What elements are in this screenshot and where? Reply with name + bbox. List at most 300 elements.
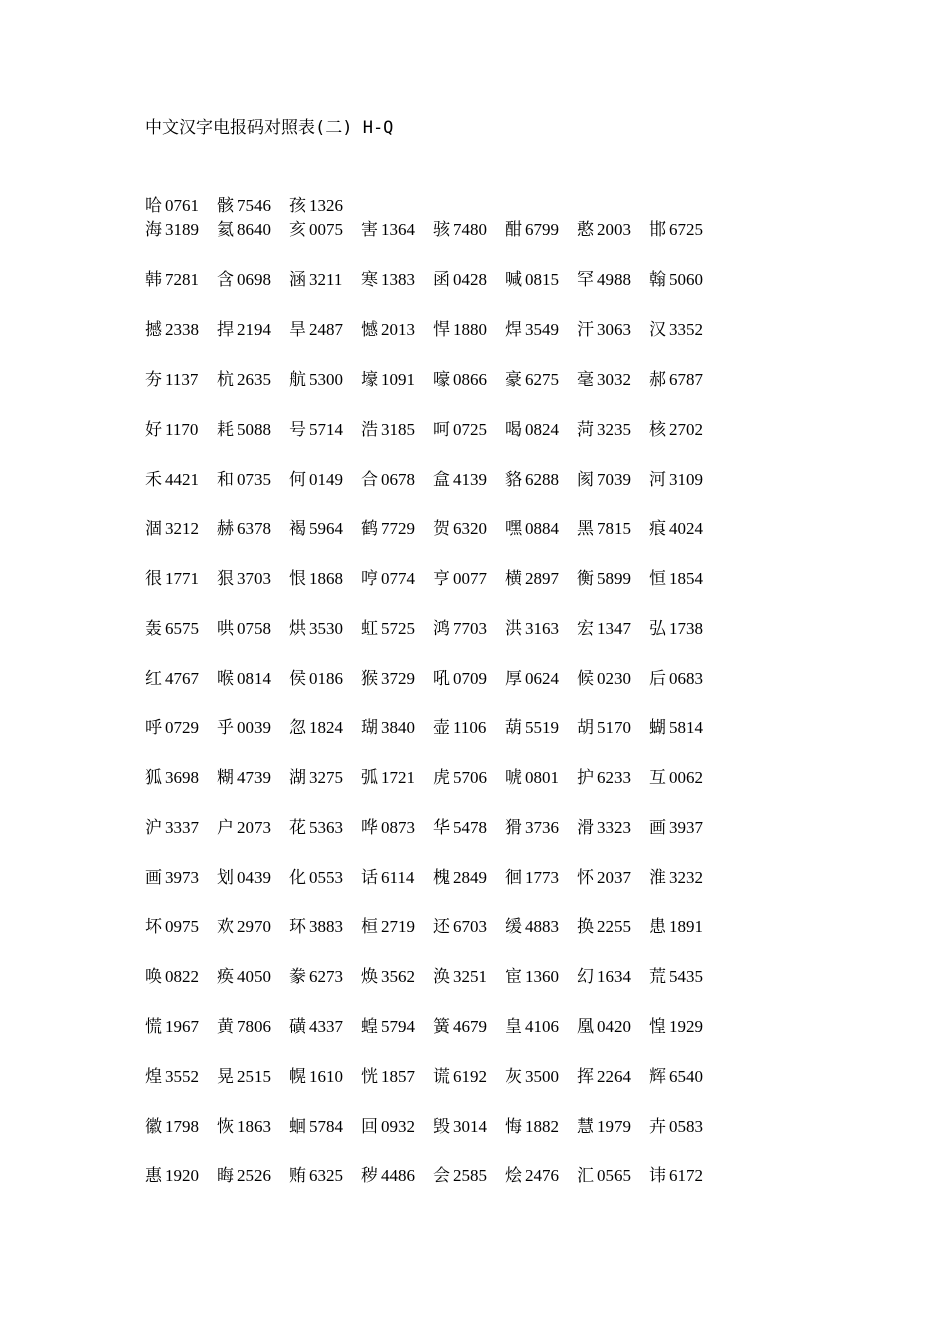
hanzi-character: 蝗 (361, 1017, 378, 1037)
telegraph-code: 3500 (525, 1067, 559, 1086)
telegraph-code: 2037 (597, 868, 631, 887)
telegraph-code: 1137 (165, 370, 199, 389)
telegraph-code: 0039 (237, 718, 271, 737)
code-entry (505, 415, 577, 439)
code-entry (577, 664, 649, 688)
telegraph-code: 0761 (165, 196, 199, 215)
hanzi-character: 葫 (505, 718, 522, 738)
hanzi-character: 涵 (289, 270, 306, 290)
code-entry (145, 191, 217, 215)
code-entry (289, 664, 361, 688)
code-entry (361, 315, 433, 339)
hanzi-character: 喉 (217, 669, 234, 689)
table-row (145, 1161, 721, 1185)
telegraph-code: 3189 (165, 220, 199, 239)
table-row (145, 912, 721, 936)
table-row (145, 962, 721, 986)
telegraph-code: 1967 (165, 1017, 199, 1036)
code-entry (505, 713, 577, 737)
code-entry (217, 191, 289, 215)
hanzi-character: 后 (649, 669, 666, 689)
telegraph-code: 3063 (597, 320, 631, 339)
code-entry (649, 514, 721, 538)
code-entry (289, 962, 361, 986)
table-row (145, 564, 721, 588)
telegraph-code: 0884 (525, 519, 559, 538)
hanzi-character: 航 (289, 370, 306, 390)
telegraph-code: 3703 (237, 569, 271, 588)
code-entry (505, 863, 577, 887)
code-entry (217, 863, 289, 887)
code-entry (361, 215, 433, 239)
telegraph-code: 3883 (309, 917, 343, 936)
code-entry (217, 1012, 289, 1036)
hanzi-character: 秽 (361, 1166, 378, 1186)
code-entry (649, 763, 721, 787)
telegraph-code: 0428 (453, 270, 487, 289)
telegraph-code: 1771 (165, 569, 199, 588)
code-entry (289, 465, 361, 489)
code-entry (289, 514, 361, 538)
hanzi-character: 讳 (649, 1166, 666, 1186)
code-entry (649, 1012, 721, 1036)
code-entry (289, 1062, 361, 1086)
code-entry (505, 1012, 577, 1036)
code-entry (217, 664, 289, 688)
code-entry (217, 1112, 289, 1136)
telegraph-code: 6378 (237, 519, 271, 538)
telegraph-code: 1347 (597, 619, 631, 638)
code-entry (361, 415, 433, 439)
code-entry (433, 564, 505, 588)
hanzi-character: 菏 (577, 420, 594, 440)
telegraph-code: 7703 (453, 619, 487, 638)
code-entry (289, 191, 361, 215)
telegraph-code: 2635 (237, 370, 271, 389)
code-entry (433, 415, 505, 439)
code-entry (505, 215, 577, 239)
telegraph-code: 3352 (669, 320, 703, 339)
telegraph-code: 1364 (381, 220, 415, 239)
hanzi-character: 函 (433, 270, 450, 290)
hanzi-character: 候 (577, 669, 594, 689)
hanzi-character: 凰 (577, 1017, 594, 1037)
code-entry (145, 1112, 217, 1136)
telegraph-code: 0186 (309, 669, 343, 688)
hanzi-character: 杭 (217, 370, 234, 390)
hanzi-character: 慧 (577, 1117, 594, 1137)
hanzi-character: 哄 (217, 619, 234, 639)
telegraph-code: 0077 (453, 569, 487, 588)
hanzi-character: 皇 (505, 1017, 522, 1037)
hanzi-character: 晃 (217, 1067, 234, 1087)
code-entry (145, 215, 217, 239)
telegraph-code: 0565 (597, 1166, 631, 1185)
code-entry (217, 962, 289, 986)
code-entry (649, 265, 721, 289)
code-entry (361, 962, 433, 986)
hanzi-character: 惠 (145, 1166, 162, 1186)
telegraph-code: 2194 (237, 320, 271, 339)
telegraph-code: 1106 (453, 718, 487, 737)
hanzi-character: 号 (289, 420, 306, 440)
code-entry (649, 215, 721, 239)
code-entry (145, 713, 217, 737)
telegraph-code: 3937 (669, 818, 703, 837)
hanzi-character: 黄 (217, 1017, 234, 1037)
table-row (145, 215, 721, 239)
table-row (145, 315, 721, 339)
code-entry (505, 1062, 577, 1086)
code-entry (577, 564, 649, 588)
hanzi-character: 虹 (361, 619, 378, 639)
telegraph-code: 3973 (165, 868, 199, 887)
code-entry (145, 664, 217, 688)
telegraph-code: 0729 (165, 718, 199, 737)
telegraph-code: 0553 (309, 868, 343, 887)
hanzi-character: 湖 (289, 768, 306, 788)
hanzi-character: 很 (145, 569, 162, 589)
telegraph-code: 3211 (309, 270, 343, 289)
hanzi-character: 旱 (289, 320, 306, 340)
telegraph-code: 0774 (381, 569, 415, 588)
hanzi-character: 唬 (505, 768, 522, 788)
telegraph-code: 3729 (381, 669, 415, 688)
telegraph-code: 5725 (381, 619, 415, 638)
code-entry (361, 465, 433, 489)
code-entry (289, 415, 361, 439)
telegraph-code: 3530 (309, 619, 343, 638)
telegraph-code: 5435 (669, 967, 703, 986)
code-entry (505, 465, 577, 489)
telegraph-code: 5170 (597, 718, 631, 737)
telegraph-code: 2719 (381, 917, 415, 936)
telegraph-code: 5300 (309, 370, 343, 389)
hanzi-character: 壶 (433, 718, 450, 738)
telegraph-code: 6703 (453, 917, 487, 936)
telegraph-code: 3212 (165, 519, 199, 538)
telegraph-code: 4139 (453, 470, 487, 489)
hanzi-character: 汉 (649, 320, 666, 340)
code-entry (217, 465, 289, 489)
hanzi-character: 烘 (289, 619, 306, 639)
telegraph-code: 6233 (597, 768, 631, 787)
telegraph-code: 2255 (597, 917, 631, 936)
code-entry (577, 1161, 649, 1185)
code-entry (145, 265, 217, 289)
code-entry (577, 962, 649, 986)
code-entry (577, 713, 649, 737)
hanzi-character: 画 (145, 868, 162, 888)
telegraph-code: 2013 (381, 320, 415, 339)
hanzi-character: 河 (649, 470, 666, 490)
hanzi-character: 恒 (649, 569, 666, 589)
hanzi-character: 唤 (145, 967, 162, 987)
code-entry (649, 365, 721, 389)
hanzi-character: 乎 (217, 718, 234, 738)
hanzi-character: 撼 (145, 320, 162, 340)
hanzi-character: 壕 (361, 370, 378, 390)
telegraph-code: 0709 (453, 669, 487, 688)
telegraph-code: 3032 (597, 370, 631, 389)
hanzi-character: 喊 (505, 270, 522, 290)
telegraph-code: 1721 (381, 768, 415, 787)
hanzi-character: 捍 (217, 320, 234, 340)
code-entry (145, 1161, 217, 1185)
code-entry (649, 1161, 721, 1185)
code-entry (505, 1112, 577, 1136)
code-entry (433, 713, 505, 737)
telegraph-code: 4050 (237, 967, 271, 986)
telegraph-code: 6172 (669, 1166, 703, 1185)
code-entry (217, 912, 289, 936)
code-entry (361, 813, 433, 837)
hanzi-character: 厚 (505, 669, 522, 689)
hanzi-character: 貉 (505, 470, 522, 490)
hanzi-character: 患 (649, 917, 666, 937)
code-entry (145, 912, 217, 936)
hanzi-character: 憾 (361, 320, 378, 340)
hanzi-character: 贺 (433, 519, 450, 539)
code-entry (577, 763, 649, 787)
hanzi-character: 欢 (217, 917, 234, 937)
code-entry (649, 912, 721, 936)
code-entry (649, 1062, 721, 1086)
hanzi-character: 灰 (505, 1067, 522, 1087)
telegraph-code: 3014 (453, 1117, 487, 1136)
code-entry (649, 315, 721, 339)
telegraph-code: 2897 (525, 569, 559, 588)
code-entry (289, 1112, 361, 1136)
code-entry (433, 465, 505, 489)
hanzi-character: 谎 (433, 1067, 450, 1087)
code-entry (217, 315, 289, 339)
telegraph-code: 0815 (525, 270, 559, 289)
telegraph-code: 0866 (453, 370, 487, 389)
code-entry (649, 415, 721, 439)
code-entry (217, 813, 289, 837)
hanzi-character: 怀 (577, 868, 594, 888)
hanzi-character: 喝 (505, 420, 522, 440)
code-entry (145, 1012, 217, 1036)
hanzi-character: 浩 (361, 420, 378, 440)
telegraph-code: 1863 (237, 1117, 271, 1136)
telegraph-code: 7815 (597, 519, 631, 538)
hanzi-character: 涣 (433, 967, 450, 987)
telegraph-code: 2702 (669, 420, 703, 439)
hanzi-character: 罕 (577, 270, 594, 290)
telegraph-code: 3323 (597, 818, 631, 837)
hanzi-character: 化 (289, 868, 306, 888)
hanzi-character: 幌 (289, 1067, 306, 1087)
telegraph-code: 4679 (453, 1017, 487, 1036)
hanzi-character: 槐 (433, 868, 450, 888)
telegraph-code: 3736 (525, 818, 559, 837)
table-row (145, 415, 721, 439)
hanzi-character: 盒 (433, 470, 450, 490)
telegraph-code: 1326 (309, 196, 343, 215)
hanzi-character: 徊 (505, 868, 522, 888)
hanzi-character: 哗 (361, 818, 378, 838)
telegraph-code: 6725 (669, 220, 703, 239)
code-entry (145, 315, 217, 339)
telegraph-code: 6192 (453, 1067, 487, 1086)
telegraph-code: 6575 (165, 619, 199, 638)
hanzi-character: 呵 (433, 420, 450, 440)
hanzi-character: 卉 (649, 1117, 666, 1137)
telegraph-code: 6799 (525, 220, 559, 239)
code-entry (145, 863, 217, 887)
telegraph-code: 1824 (309, 718, 343, 737)
hanzi-character: 鹤 (361, 519, 378, 539)
telegraph-code: 6320 (453, 519, 487, 538)
code-entry (649, 863, 721, 887)
telegraph-code: 4883 (525, 917, 559, 936)
hanzi-character: 涸 (145, 519, 162, 539)
hanzi-character: 翰 (649, 270, 666, 290)
telegraph-code: 5363 (309, 818, 343, 837)
hanzi-character: 毁 (433, 1117, 450, 1137)
hanzi-character: 恨 (289, 569, 306, 589)
hanzi-character: 哼 (361, 569, 378, 589)
hanzi-character: 悔 (505, 1117, 522, 1137)
hanzi-character: 簧 (433, 1017, 450, 1037)
telegraph-code: 2476 (525, 1166, 559, 1185)
hanzi-character: 恢 (217, 1117, 234, 1137)
telegraph-code: 7729 (381, 519, 415, 538)
telegraph-code: 5814 (669, 718, 703, 737)
telegraph-code: 3562 (381, 967, 415, 986)
hanzi-character: 痕 (649, 519, 666, 539)
telegraph-code: 0932 (381, 1117, 415, 1136)
telegraph-code: 0062 (669, 768, 703, 787)
code-entry (145, 763, 217, 787)
hanzi-character: 还 (433, 917, 450, 937)
code-entry (361, 912, 433, 936)
code-entry (289, 912, 361, 936)
document-title: 中文汉字电报码对照表(二) H-Q (145, 118, 394, 138)
hanzi-character: 洪 (505, 619, 522, 639)
hanzi-character: 横 (505, 569, 522, 589)
code-entry (145, 813, 217, 837)
hanzi-character: 痪 (217, 967, 234, 987)
code-entry (361, 713, 433, 737)
telegraph-code: 1880 (453, 320, 487, 339)
hanzi-character: 换 (577, 917, 594, 937)
code-entry (505, 912, 577, 936)
telegraph-code: 3840 (381, 718, 415, 737)
hanzi-character: 含 (217, 270, 234, 290)
code-entry (649, 813, 721, 837)
code-entry (649, 962, 721, 986)
telegraph-code: 5899 (597, 569, 631, 588)
hanzi-character: 挥 (577, 1067, 594, 1087)
telegraph-code: 0824 (525, 420, 559, 439)
code-entry (217, 415, 289, 439)
code-entry (433, 1062, 505, 1086)
telegraph-code: 0149 (309, 470, 343, 489)
telegraph-code: 0758 (237, 619, 271, 638)
telegraph-code: 0075 (309, 220, 343, 239)
hanzi-character: 弘 (649, 619, 666, 639)
table-row (145, 465, 721, 489)
code-entry (577, 215, 649, 239)
telegraph-code: 0583 (669, 1117, 703, 1136)
code-entry (433, 514, 505, 538)
table-row (145, 863, 721, 887)
telegraph-code: 6325 (309, 1166, 343, 1185)
hanzi-character: 韩 (145, 270, 162, 290)
code-entry (649, 564, 721, 588)
code-entry (577, 465, 649, 489)
code-entry (361, 1112, 433, 1136)
hanzi-character: 宦 (505, 967, 522, 987)
hanzi-character: 惶 (649, 1017, 666, 1037)
hanzi-character: 狠 (217, 569, 234, 589)
telegraph-code: 5088 (237, 420, 271, 439)
hanzi-character: 瑚 (361, 718, 378, 738)
hanzi-character: 桓 (361, 917, 378, 937)
hanzi-character: 寒 (361, 270, 378, 290)
hanzi-character: 侯 (289, 669, 306, 689)
hanzi-character: 阂 (577, 470, 594, 490)
code-entry (145, 962, 217, 986)
hanzi-character: 忽 (289, 718, 306, 738)
hanzi-character: 华 (433, 818, 450, 838)
table-row (145, 1112, 721, 1136)
telegraph-code: 2338 (165, 320, 199, 339)
code-entry (505, 564, 577, 588)
telegraph-code: 2526 (237, 1166, 271, 1185)
code-entry (649, 1112, 721, 1136)
telegraph-code: 3109 (669, 470, 703, 489)
telegraph-code: 1773 (525, 868, 559, 887)
code-entry (433, 664, 505, 688)
telegraph-code: 4739 (237, 768, 271, 787)
table-row (145, 265, 721, 289)
telegraph-code: 3698 (165, 768, 199, 787)
code-entry (433, 813, 505, 837)
code-entry (361, 1062, 433, 1086)
table-row (145, 614, 721, 638)
code-entry (289, 1012, 361, 1036)
code-entry (289, 1161, 361, 1185)
code-entry (505, 962, 577, 986)
code-entry (433, 962, 505, 986)
code-entry (145, 415, 217, 439)
code-entry (577, 614, 649, 638)
hanzi-character: 磺 (289, 1017, 306, 1037)
code-entry (433, 1012, 505, 1036)
hanzi-character: 煌 (145, 1067, 162, 1087)
hanzi-character: 憨 (577, 220, 594, 240)
telegraph-code: 3275 (309, 768, 343, 787)
code-entry (289, 265, 361, 289)
code-entry (217, 713, 289, 737)
code-entry (217, 564, 289, 588)
telegraph-code: 1170 (165, 420, 199, 439)
hanzi-character: 户 (217, 818, 234, 838)
hanzi-character: 孩 (289, 196, 306, 216)
code-entry (577, 1012, 649, 1036)
code-entry (289, 365, 361, 389)
code-entry (505, 614, 577, 638)
hanzi-character: 蛔 (289, 1117, 306, 1137)
hanzi-character: 胡 (577, 718, 594, 738)
table-row (145, 813, 721, 837)
code-entry (361, 664, 433, 688)
code-entry (649, 664, 721, 688)
